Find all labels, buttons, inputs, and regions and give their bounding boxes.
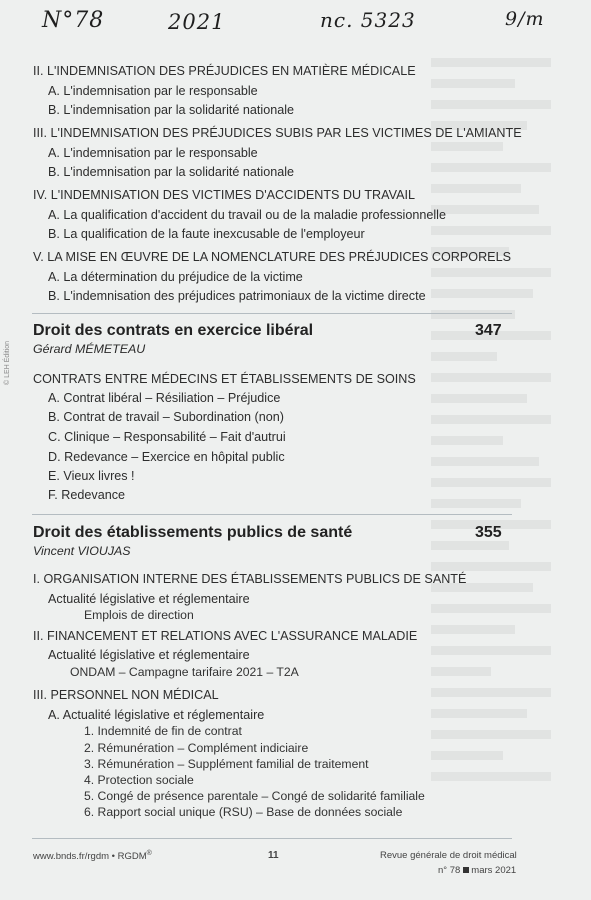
toc-subsection: Actualité législative et réglementaire bbox=[48, 648, 250, 662]
toc-section-title: CONTRATS ENTRE MÉDECINS ET ÉTABLISSEMENTS DE SOINS bbox=[33, 372, 416, 386]
divider bbox=[32, 313, 512, 314]
toc-item: 4. Protection sociale bbox=[84, 773, 194, 787]
toc-item: A. Contrat libéral – Résiliation – Préjudice bbox=[48, 391, 281, 405]
footer-website-text: www.bnds.fr/rgdm • RGDM bbox=[33, 851, 147, 863]
divider bbox=[32, 514, 512, 515]
toc-item: 2. Rémunération – Complément indiciaire bbox=[84, 741, 309, 755]
chapter-page-number: 347 bbox=[475, 322, 502, 339]
footer-issue-date: mars 2021 bbox=[471, 865, 517, 876]
toc-item: B. Contrat de travail – Subordination (non) bbox=[48, 410, 284, 424]
footer-divider bbox=[32, 838, 512, 839]
handwritten-year: 2021 bbox=[168, 10, 226, 34]
toc-section-title: I. ORGANISATION INTERNE DES ÉTABLISSEMENTS PUBLICS DE SANTÉ bbox=[33, 572, 467, 586]
toc-subsection: Actualité législative et réglementaire bbox=[48, 592, 250, 606]
toc-item: A. L'indemnisation par le responsable bbox=[48, 84, 258, 98]
toc-item: F. Redevance bbox=[48, 488, 126, 502]
footer-website bbox=[33, 850, 152, 862]
toc-item: 5. Congé de présence parentale – Congé de solidarité familiale bbox=[84, 789, 425, 803]
toc-section-title: IV. L'INDEMNISATION DES VICTIMES D'ACCIDENTS DU TRAVAIL bbox=[33, 188, 415, 202]
handwritten-issue-number: N°78 bbox=[42, 8, 105, 33]
footer-journal-name: Revue générale de droit médical bbox=[380, 850, 517, 861]
handwritten-reference: nc. 5323 bbox=[320, 8, 416, 32]
toc-section-title: III. L'INDEMNISATION DES PRÉJUDICES SUBIS PAR LES VICTIMES DE L'AMIANTE bbox=[33, 126, 522, 140]
footer-issue-number: n° 78 bbox=[438, 865, 461, 876]
copyright-credit: © LEH Édition bbox=[4, 340, 11, 385]
toc-item: 1. Indemnité de fin de contrat bbox=[84, 724, 242, 738]
toc-item: B. La qualification de la faute inexcusable de l'employeur bbox=[48, 227, 365, 241]
square-bullet-icon bbox=[463, 867, 469, 873]
toc-item: A. L'indemnisation par le responsable bbox=[48, 146, 258, 160]
toc-detail: ONDAM – Campagne tarifaire 2021 – T2A bbox=[70, 665, 299, 679]
chapter-page-number: 355 bbox=[475, 524, 502, 541]
registered-mark: ® bbox=[146, 850, 152, 857]
chapter-author: Vincent VIOUJAS bbox=[33, 544, 131, 558]
toc-item: C. Clinique – Responsabilité – Fait d'autrui bbox=[48, 430, 286, 444]
toc-section-title: II. L'INDEMNISATION DES PRÉJUDICES EN MATIÈRE MÉDICALE bbox=[33, 64, 416, 78]
toc-section-title: V. LA MISE EN ŒUVRE DE LA NOMENCLATURE DES PRÉJUDICES CORPORELS bbox=[33, 250, 511, 264]
footer-page-number: 11 bbox=[268, 850, 279, 861]
toc-item: B. L'indemnisation des préjudices patrimoniaux de la victime directe bbox=[48, 289, 426, 303]
footer-issue bbox=[438, 865, 516, 876]
toc-item: E. Vieux livres ! bbox=[48, 469, 135, 483]
toc-item: 6. Rapport social unique (RSU) – Base de données sociale bbox=[84, 805, 403, 819]
chapter-title: Droit des contrats en exercice libéral bbox=[33, 322, 314, 339]
toc-item: D. Redevance – Exercice en hôpital public bbox=[48, 450, 285, 464]
toc-detail: Emplois de direction bbox=[84, 608, 194, 622]
chapter-title: Droit des établissements publics de santé bbox=[33, 524, 353, 541]
toc-item: B. L'indemnisation par la solidarité nationale bbox=[48, 165, 295, 179]
chapter-author: Gérard MÉMETEAU bbox=[33, 342, 146, 356]
toc-item: A. La qualification d'accident du travail ou de la maladie professionnelle bbox=[48, 208, 446, 222]
handwritten-note: 9/m bbox=[505, 8, 545, 30]
toc-item: 3. Rémunération – Supplément familial de traitement bbox=[84, 757, 369, 771]
toc-section-title: II. FINANCEMENT ET RELATIONS AVEC L'ASSURANCE MALADIE bbox=[33, 629, 418, 643]
toc-item: A. La détermination du préjudice de la victime bbox=[48, 270, 303, 284]
toc-section-title: III. PERSONNEL NON MÉDICAL bbox=[33, 688, 219, 702]
toc-item: B. L'indemnisation par la solidarité nationale bbox=[48, 103, 295, 117]
toc-subsection: A. Actualité législative et réglementaire bbox=[48, 708, 265, 722]
